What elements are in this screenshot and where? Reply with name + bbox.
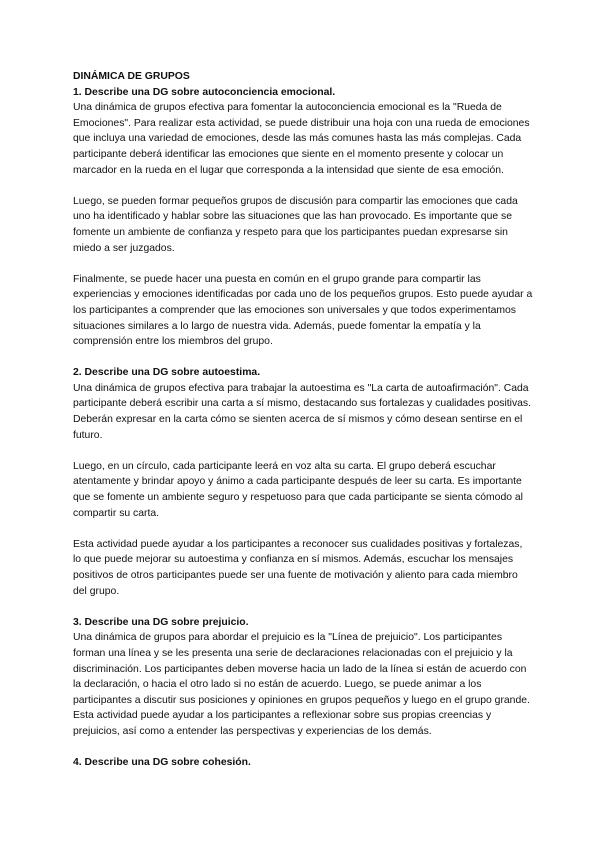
paragraph: Una dinámica de grupos efectiva para fomentar la autoconciencia emocional es la "Rueda de Emociones". Para realizar esta actividad, se puede distribuir una hoja con una rueda de emociones que incluya una variedad de emociones, desde las más comunes hasta las más complejas. Cada participante deberá identificar las emociones que siente en el momento presente y colocar un marcador en la rueda en el lugar que corresponda a la intensidad que siente de esa emoción. (73, 102, 530, 176)
section-cohesion (73, 755, 533, 771)
paragraph: Luego, en un círculo, cada participante leerá en voz alta su carta. El grupo deberá escuchar atentamente y brindar apoyo y ánimo a cada participante después de leer su carta. Es importante que se fomente un ambiente seguro y respetuoso para que cada participante se sienta cómodo al compartir su carta. (73, 460, 523, 519)
section-autoconciencia (73, 85, 533, 350)
section-heading: 4. Describe una DG sobre cohesión. (73, 757, 251, 769)
section-heading: 2. Describe una DG sobre autoestima. (73, 367, 261, 379)
paragraph: Luego, se pueden formar pequeños grupos de discusión para compartir las emociones que cada uno ha identificado y hablar sobre las situaciones que las han provocado. Es importante que se fomente un ambiente de confianza y respeto para que los participantes puedan expresarse sin miedo a ser juzgados. (73, 195, 518, 254)
section-heading: 1. Describe una DG sobre autoconciencia emocional. (73, 86, 336, 98)
paragraph: Una dinámica de grupos para abordar el prejuicio es la "Línea de prejuicio". Los participantes forman una línea y se les presenta una serie de declaraciones relacionadas con el prejuicio y la discriminación. Los participantes deben moverse hacia un lado de la línea si están de acuerdo con la declaración, o hacia el otro lado si no están de acuerdo. Luego, se puede animar a los participantes a discutir sus posiciones y opiniones en grupos pequeños y luego en el grupo grande. Esta actividad puede ayudar a los participantes a reflexionar sobre sus propias creencias y prejuicios, así como a entender las perspectivas y experiencias de los demás. (73, 632, 530, 737)
section-autoestima (73, 365, 533, 599)
document-body (73, 69, 533, 771)
section-heading: 3. Describe una DG sobre prejuicio. (73, 616, 249, 628)
paragraph: Esta actividad puede ayudar a los participantes a reconocer sus cualidades positivas y fortalezas, lo que puede mejorar su autoestima y confianza en sí mismos. Además, escuchar los mensajes positivos de otros participantes puede ser una fuente de motivación y aliento para cada miembro del grupo. (73, 538, 523, 597)
document-title: DINÁMICA DE GRUPOS (73, 71, 190, 82)
section-prejuicio (73, 615, 533, 740)
paragraph: Finalmente, se puede hacer una puesta en común en el grupo grande para compartir las experiencias y emociones identificadas por cada uno de los pequeños grupos. Esto puede ayudar a los participantes a comprender que las emociones son universales y que todos experimentamos situaciones similares a lo largo de nuestra vida. Además, puede fomentar la empatía y la comprensión entre los miembros del grupo. (73, 273, 533, 348)
paragraph: Una dinámica de grupos efectiva para trabajar la autoestima es "La carta de autoafirmación". Cada participante deberá escribir una carta a sí mismo, destacando sus fortalezas y cualidades positivas. Deberán expresar en la carta cómo se sienten acerca de sí mismos y cómo desean sentirse en el futuro. (73, 382, 531, 441)
